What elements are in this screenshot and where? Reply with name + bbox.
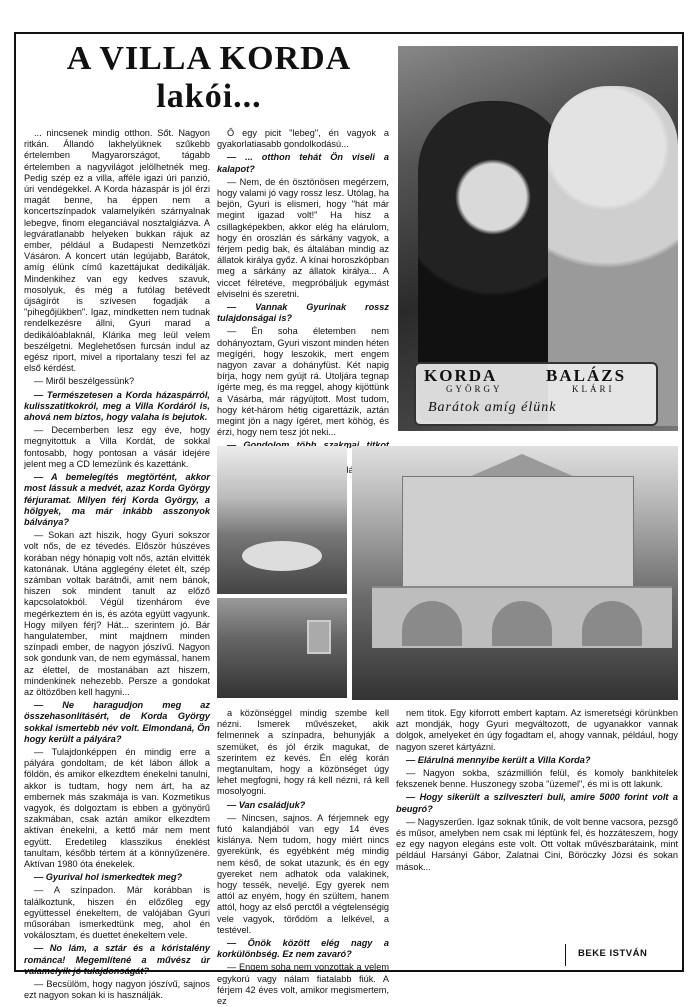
interview-question: — No lám, a sztár és a kóristalény románca! Megemlítené a művész úr valamelyik jó tulajdonságát? (24, 943, 210, 976)
signature-divider (565, 944, 566, 966)
interview-paragraph: ... nincsenek mindig otthon. Sőt. Nagyon ritkán. Állandó lakhelyüknek szűkebb értelemben Magyarországot, tágabb értelemben a nagyvilágot jelölhetnék meg. Pedig szép ez a villa, afféle igazi úri panzió, úri vendégekkel. A Korda házaspár is jól érzi magát benne, ha éppen nem a koncertszínpadok valamelyikén szárnyalnak lebegve, finom eleganciával nosztalgiázva. A legváratlanabb helyeken bukkan rájuk az ember, például a Budapesti Nemzetközi Vásáron. A koncert után legújabb, Barátok, amíg élünk című kazettájukat dedikálják. Mindenkihez van egy kedves szavuk, mosolyuk, és még a futólag betévedt újságírót is szívesen fogadják a "pihegőjükben". Igaz, mindketten nem tudnak rendelkezésre állni, Gyuri marad a dedikálóablaknál, Klárika meg leül velem beszélgetni. Meglehetősen furcsán indul az egész riport, mivel a riportalany teszi fel az első kérdést. (24, 128, 210, 374)
interview-paragraph: — Becsülöm, hogy nagyon jószívű, sajnos ezt nagyon sokan ki is használják. (24, 979, 210, 1001)
title-line-2: lakói... (156, 78, 262, 115)
interview-question: — Vannak Gyurinak rossz tulajdonságai is? (217, 302, 389, 324)
logo-korda: KORDA (424, 366, 498, 385)
interview-paragraph: Ő egy picit "lebeg", én vagyok a gyakorlatiasabb gondolkodású... (217, 128, 389, 150)
author-signature: BEKE ISTVÁN (578, 948, 648, 959)
interview-question: — Gyurival hol ismerkedtek meg? (34, 872, 183, 883)
interview-paragraph: — Sokan azt hiszik, hogy Gyuri sokszor volt nős, de ez tévedés. Először húszéves korában négy hónapig volt nős, aztán elvitték katonának. Utána agglegény életet élt, szép számban voltak barátnői, amit nem bánok, hiszen sok mindent tanult az előző kapcsolatokból. Végül tizenhárom éve megérkeztem én is, és azóta együtt vagyunk. Hogy milyen férj? Hát... szerintem jó. Bár hangulatember, mint majdnem minden színpadi ember, de nagyon jószívű. Nagyon sok gondunk van, de nem egymással, hanem az élettel, de mostanában azt hiszem, mindenkinek nehezebb. Persze a gondokat az öltözőben kell hagyni... (24, 530, 210, 697)
interview-paragraph: — Engem soha nem vonzottak a velem egykorú vagy nálam fiatalabb fiúk. A férjem 42 éves volt, amikor megismertem, ez (217, 962, 389, 1007)
interview-paragraph: például, (331, 464, 364, 475)
interview-question: — A bemelegítés megtörtént, akkor most lássuk a medvét, azaz Korda György férjuramat. Milyen férj Korda György, a hölgyek, ma már inkább asszonyok bálványa? (24, 472, 210, 527)
table-shape (242, 541, 322, 571)
interview-paragraph: — A színpadon. Már korábban is találkoztunk, hiszen én előzőleg egy együttessel énekeltem, de valójában Gyuri műsorában ismerkedtünk meg, ahol én vokálosztam, és duettet énekeltem vele. (24, 885, 210, 941)
text-column-3-bottom (396, 708, 678, 940)
text-column-2-bottom (217, 708, 389, 1007)
cd-cover-logo (414, 362, 658, 426)
interview-question: — Elárulná mennyibe került a Villa Korda? (406, 754, 591, 765)
couple-photo (398, 46, 678, 431)
logo-gyorgy: GYÖRGY (446, 384, 503, 394)
title-line-1: A VILLA KORDA (66, 40, 352, 77)
interior-photo-lounge (217, 598, 347, 698)
interview-question: — Természetesen a Korda házaspárról, kulisszatitkokról, meg a Villa Kordáról is, ahová nem biztos, hogy valaha is bejutok. (24, 389, 210, 423)
logo-subtitle: Barátok amíg élünk (428, 400, 557, 415)
villa-photo (352, 446, 678, 700)
interview-paragraph: — Nincsen, sajnos. A férjemnek egy futó kalandjából van egy 14 éves kislánya. Nem tudom, hogy miért nincs gyerekünk, és egyébként még mindig nem késő, de sokat utazunk, és én egy gyereket nem adhatok oda valakinek, hogy tessék, neveljé. Egy gyerek nem attól az enyém, hogy én szültem, hanem attól, hogy az első perctől a végtelenségig vele vagyok, törődöm a lelkével, a testével. (217, 812, 389, 935)
interview-paragraph: — Nem, de én ösztönösen megérzem, hogy valami jó vagy rossz lesz. Utólag, ha bejön, Gyuri is elismeri, hogy "hát már megint igazad volt!" Ha hisz a csillagképekben, akkor elég ha elárulom, hogy én oroszlán és sárkány vagyok, a férjem pedig bak, és általában mindig az állatok királya győz. A kínai horoszkópban meg a sárkány az állatok királya... A viccet félretéve, megpróbáljuk egymást elviselni és szeretni. (217, 176, 389, 299)
logo-klari: KLÁRI (572, 384, 615, 394)
interview-paragraph: — Nagyon sokba, százmillión felül, és komoly bankhitelek fekszenek benne. Huszonegy szoba "üzemel", és mi is ott lakunk. (396, 768, 678, 790)
interview-question: — Önök között elég nagy a korkülönbség. Ez nem zavaró? (217, 938, 389, 960)
interview-paragraph: — Nagyszerűen. Igaz soknak tűnik, de volt benne vacsora, pezsgő és műsor, amelyben nem csak mi léptünk fel, és hozzáteszem, hogy ez egy nagyon elegáns este volt. Ott voltak művészbarátaink, mint például Harsányi Gábor, Zalatnai Cini, Böröczky Józsi és sokan mások... (396, 816, 678, 872)
interview-paragraph: — Tulajdonképpen én mindig erre a pályára gondoltam, de két lábon állok a földön, és amikor elkezdtem énekelni tanulni, akkor is tudtam, hogy nem árt, ha az embernek más szakmája is van. Kozmetikus vagyok, és dolgoztam is ebben a gyönyörű szakmában, csak aztán amikor elkezdtem aktívan énekelni, a kettő már nem ment együtt. Eredetileg klasszikus éneklést tanultam, később tértem át a könnyűzenére. Aktívan 1980 óta énekelek. (24, 746, 210, 869)
text-column-1 (24, 128, 210, 1001)
villa-building (402, 476, 634, 588)
article-title (24, 40, 394, 116)
interview-question: — Hogy sikerült a szilveszteri buli, amire 5000 forint volt a beugró? (396, 792, 678, 814)
interview-paragraph: — Miről beszélgessünk? (34, 376, 135, 387)
interview-paragraph: a közönséggel mindig szembe kell nézni. Ismerek művészeket, akik felmennek a színpadra, behunyják a szemüket, és jól érzik magukat, de szerintem ez kevés. Én elég korán megtanultam, hogy a közönséget úgy lehet megfogni, hogy rá kell nézni, rá kell mosolyogni. (217, 708, 389, 797)
interior-photo-dining (217, 446, 347, 594)
window-shape (307, 620, 331, 654)
interview-paragraph: — Én soha életemben nem dohányoztam, Gyuri viszont minden héten megígéri, hogy leszokik, mert engem nagyon zavar a dohányfüst. Két napig bírja, hogy nem gyújt rá. Utoljára tegnap ígérte meg, és ma reggel, ahogy kijöttünk a Vásárba, már rágyújtott. Most tudom, hogy két-három hétig cigarettázik, aztán megint jön a nagy ígéret, mert köhög, és érzi, hogy nem tesz jót neki... (217, 326, 389, 438)
logo-balazs: BALÁZS (546, 366, 627, 385)
interview-question: — ... otthon tehát Ön viseli a kalapot? (217, 152, 389, 174)
interview-paragraph: — Decemberben lesz egy éve, hogy megnyitottuk a Villa Kordát, de sokkal fontosabb, hogy pontosan a vásár idejére jelent meg a CD lemezünk és kazettánk. (24, 425, 210, 469)
text-column-2-top (217, 128, 389, 475)
interview-question: — Ne haragudjon meg az összehasonlításért, de Korda György sokkal ismertebb név volt. Elmondaná, Ön hogy került a pályára? (24, 700, 210, 744)
interview-paragraph: nem titok. Egy kiforrott embert kaptam. Az ismeretségi körünkben azt mondják, hogy Gyuri megváltozott, de ugyanakkor vannak dolgok, amelyeket én úgy fogadtam el, ahogy vannak, például, hogy nagyon szeret kártyázni. (396, 708, 678, 752)
interview-question: — Van családjuk? (227, 799, 306, 810)
